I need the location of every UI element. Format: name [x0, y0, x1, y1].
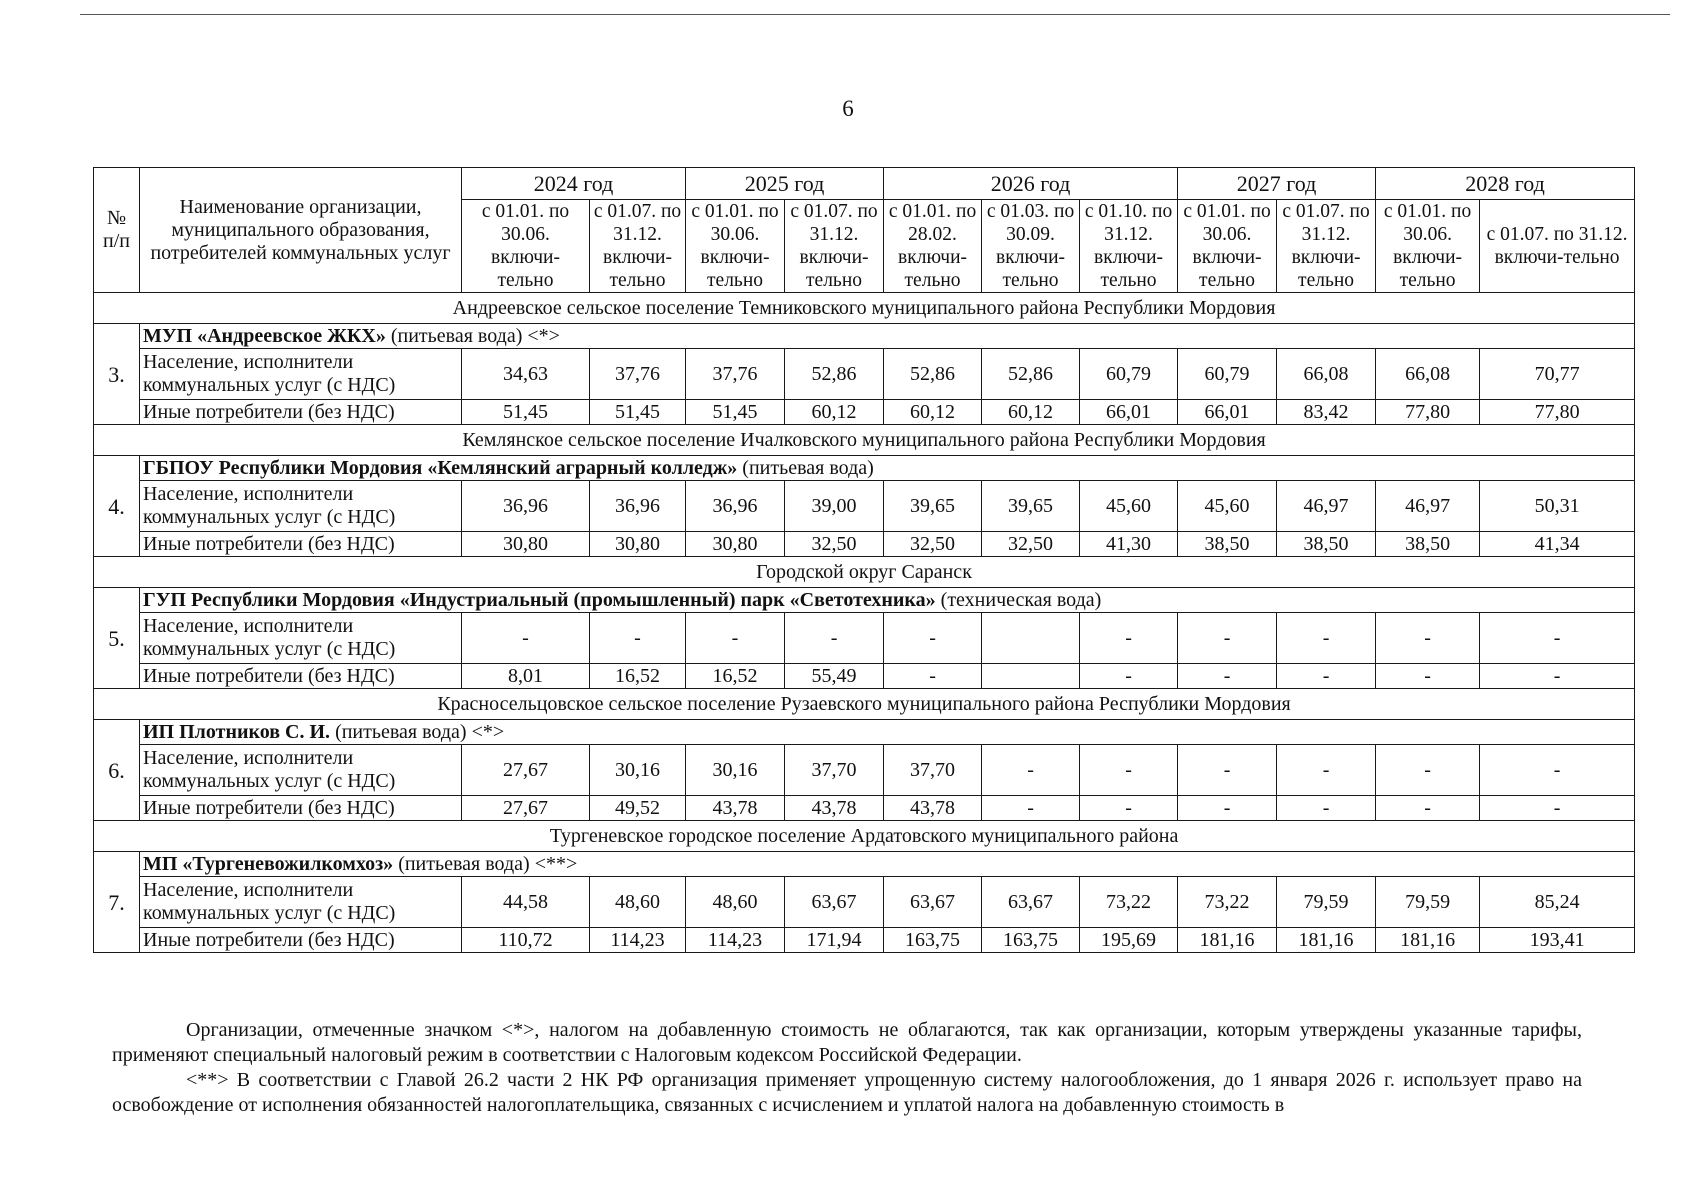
- org-name: МУП «Андреевское ЖКХ»: [143, 324, 386, 347]
- tariff-value: 83,42: [1277, 400, 1376, 425]
- tariff-value: 114,23: [686, 928, 785, 953]
- tariff-value: 51,45: [462, 400, 590, 425]
- region-row: [94, 821, 1635, 852]
- year-header: 2024 год: [462, 168, 686, 200]
- tariff-value: -: [1480, 664, 1635, 689]
- tariff-value: 66,01: [1080, 400, 1178, 425]
- year-header: 2027 год: [1178, 168, 1376, 200]
- region-row: [94, 293, 1635, 324]
- table-row: [94, 532, 1635, 557]
- org-row: [94, 324, 1635, 349]
- tariff-value: 16,52: [686, 664, 785, 689]
- region-name: Тургеневское городское поселение Ардатовского муниципального района: [94, 821, 1635, 852]
- tariff-value: -: [884, 613, 982, 664]
- tariff-value: 44,58: [462, 877, 590, 928]
- tariff-value: 181,16: [1277, 928, 1376, 953]
- org-note: (питьевая вода) <*>: [385, 324, 560, 347]
- tariff-value: 38,50: [1376, 532, 1480, 557]
- tariff-value: 37,76: [590, 349, 686, 400]
- consumer-category: Иные потребители (без НДС): [140, 532, 462, 557]
- tariff-value: 77,80: [1376, 400, 1480, 425]
- region-row: [94, 425, 1635, 456]
- tariff-value: 37,70: [785, 745, 884, 796]
- tariff-value: -: [1376, 745, 1480, 796]
- org-name: МП «Тургеневожилкомхоз»: [143, 852, 394, 875]
- consumer-category: Население, исполнители коммунальных услуг (с НДС): [140, 613, 462, 664]
- tariff-value: 30,80: [462, 532, 590, 557]
- consumer-category: Население, исполнители коммунальных услуг (с НДС): [140, 745, 462, 796]
- tariff-value: 66,01: [1178, 400, 1277, 425]
- footnote-vat-exempt: Организации, отмеченные значком <*>, налогом на добавленную стоимость не облагаются, так как организации, которым утверждены указанные тарифы, применяют специальный налоговый режим в соответствии с Налоговым кодексом Российской Федерации.: [112, 1019, 1582, 1066]
- org-row: [94, 720, 1635, 745]
- table-body: [94, 293, 1635, 953]
- tariff-value: 55,49: [785, 664, 884, 689]
- tariff-value: 30,16: [686, 745, 785, 796]
- page-number: 6: [842, 96, 854, 121]
- tariff-value: 37,76: [686, 349, 785, 400]
- year-header-row: [94, 168, 1635, 200]
- region-name: Кемлянское сельское поселение Ичалковского муниципального района Республики Мордовия: [94, 425, 1635, 456]
- tariff-value: -: [1277, 613, 1376, 664]
- tariff-value: 41,30: [1080, 532, 1178, 557]
- tariff-value: 51,45: [686, 400, 785, 425]
- org-name-cell: [140, 720, 1635, 745]
- tariff-value: 30,80: [686, 532, 785, 557]
- tariff-value: -: [982, 796, 1080, 821]
- tariff-value: 8,01: [462, 664, 590, 689]
- tariff-value: -: [1178, 664, 1277, 689]
- year-header: 2025 год: [686, 168, 884, 200]
- region-row: [94, 557, 1635, 588]
- tariff-value: 181,16: [1376, 928, 1480, 953]
- tariff-value: 66,08: [1376, 349, 1480, 400]
- tariff-value: -: [884, 664, 982, 689]
- org-row: [94, 588, 1635, 613]
- tariff-value: 73,22: [1178, 877, 1277, 928]
- period-header: с 01.07. по 31.12. включи-тельно: [785, 200, 884, 293]
- tariff-value: [982, 664, 1080, 689]
- tariff-value: 43,78: [686, 796, 785, 821]
- tariff-table: [93, 167, 1635, 953]
- tariff-value: 36,96: [686, 481, 785, 532]
- tariff-value: 60,12: [884, 400, 982, 425]
- tariff-value: -: [982, 745, 1080, 796]
- tariff-value: -: [1277, 796, 1376, 821]
- tariff-value: 70,77: [1480, 349, 1635, 400]
- tariff-value: 45,60: [1178, 481, 1277, 532]
- org-name-cell: [140, 456, 1635, 481]
- tariff-value: -: [1178, 745, 1277, 796]
- tariff-value: 37,70: [884, 745, 982, 796]
- table-row: [94, 928, 1635, 953]
- tariff-value: -: [1376, 796, 1480, 821]
- tariff-value: 163,75: [884, 928, 982, 953]
- tariff-value: 85,24: [1480, 877, 1635, 928]
- row-number: 7.: [94, 852, 140, 953]
- tariff-value: 27,67: [462, 745, 590, 796]
- period-header: с 01.01. по 30.06. включи-тельно: [1178, 200, 1277, 293]
- tariff-value: -: [1080, 796, 1178, 821]
- tariff-value: 46,97: [1376, 481, 1480, 532]
- year-header: 2026 год: [884, 168, 1178, 200]
- tariff-value: 73,22: [1080, 877, 1178, 928]
- tariff-value: -: [1480, 796, 1635, 821]
- table-row: [94, 613, 1635, 664]
- row-number: 4.: [94, 456, 140, 557]
- tariff-value: -: [686, 613, 785, 664]
- region-name: Городской округ Саранск: [94, 557, 1635, 588]
- tariff-value: 181,16: [1178, 928, 1277, 953]
- tariff-value: -: [1178, 613, 1277, 664]
- tariff-value: 193,41: [1480, 928, 1635, 953]
- tariff-value: 63,67: [785, 877, 884, 928]
- tariff-value: 66,08: [1277, 349, 1376, 400]
- tariff-value: 48,60: [590, 877, 686, 928]
- period-header: с 01.01. по 30.06. включи-тельно: [686, 200, 785, 293]
- tariff-value: 16,52: [590, 664, 686, 689]
- row-number: 3.: [94, 324, 140, 425]
- consumer-category: Население, исполнители коммунальных услуг (с НДС): [140, 481, 462, 532]
- tariff-value: 163,75: [982, 928, 1080, 953]
- tariff-value: -: [1480, 613, 1635, 664]
- org-name: ИП Плотников С. И.: [143, 720, 331, 743]
- tariff-value: -: [1376, 664, 1480, 689]
- consumer-category: Население, исполнители коммунальных услуг (с НДС): [140, 349, 462, 400]
- tariff-value: 110,72: [462, 928, 590, 953]
- tariff-value: 39,65: [884, 481, 982, 532]
- tariff-value: 50,31: [1480, 481, 1635, 532]
- tariff-value: 30,80: [590, 532, 686, 557]
- org-name-cell: [140, 588, 1635, 613]
- name-column-header: Наименование организации, муниципального образования, потребителей коммунальных услуг: [140, 168, 462, 293]
- tariff-value: 51,45: [590, 400, 686, 425]
- tariff-value: 32,50: [884, 532, 982, 557]
- tariff-value: 43,78: [785, 796, 884, 821]
- table-row: [94, 877, 1635, 928]
- org-note: (питьевая вода) <**>: [393, 852, 578, 875]
- tariff-value: 34,63: [462, 349, 590, 400]
- row-number: 5.: [94, 588, 140, 689]
- tariff-value: 48,60: [686, 877, 785, 928]
- tariff-value: 52,86: [785, 349, 884, 400]
- org-row: [94, 456, 1635, 481]
- num-column-header: № п/п: [94, 168, 140, 293]
- tariff-value: 49,52: [590, 796, 686, 821]
- org-name-cell: [140, 852, 1635, 877]
- tariff-value: 36,96: [590, 481, 686, 532]
- period-header: с 01.01. по 30.06. включи-тельно: [1376, 200, 1480, 293]
- table-row: [94, 349, 1635, 400]
- region-name: Андреевское сельское поселение Темниковского муниципального района Республики Мордовия: [94, 293, 1635, 324]
- tariff-value: 43,78: [884, 796, 982, 821]
- period-header: с 01.07. по 31.12. включи-тельно: [1277, 200, 1376, 293]
- tariff-value: 32,50: [982, 532, 1080, 557]
- tariff-value: 41,34: [1480, 532, 1635, 557]
- org-name: ГУП Республики Мордовия «Индустриальный (промышленный) парк «Светотехника»: [143, 588, 936, 611]
- tariff-value: -: [1080, 745, 1178, 796]
- tariff-value: 63,67: [982, 877, 1080, 928]
- tariff-value: 39,65: [982, 481, 1080, 532]
- region-row: [94, 689, 1635, 720]
- org-row: [94, 852, 1635, 877]
- region-name: Красносельцовское сельское поселение Рузаевского муниципального района Республики Мордовия: [94, 689, 1635, 720]
- org-name: ГБПОУ Республики Мордовия «Кемлянский аграрный колледж»: [143, 456, 738, 479]
- table-row: [94, 664, 1635, 689]
- footnote-simplified-tax: <**> В соответствии с Главой 26.2 части 2 НК РФ организация применяет упрощенную систему налогообложения, до 1 января 2026 г. использует право на освобождение от исполнения обязанностей налогоплательщика, связанных с исчислением и уплатой налога на добавленную стоимость в: [112, 1069, 1582, 1116]
- tariff-value: 171,94: [785, 928, 884, 953]
- tariff-value: 60,12: [785, 400, 884, 425]
- tariff-value: -: [785, 613, 884, 664]
- tariff-value: -: [1277, 745, 1376, 796]
- tariff-value: 60,12: [982, 400, 1080, 425]
- period-header: с 01.07. по 31.12. включи-тельно: [1480, 200, 1635, 293]
- tariff-value: -: [1080, 613, 1178, 664]
- org-note: (питьевая вода) <*>: [330, 720, 505, 743]
- tariff-value: 27,67: [462, 796, 590, 821]
- consumer-category: Иные потребители (без НДС): [140, 664, 462, 689]
- period-header: с 01.01. по 30.06. включи-тельно: [462, 200, 590, 293]
- period-header: с 01.07. по 31.12. включи-тельно: [590, 200, 686, 293]
- year-header: 2028 год: [1376, 168, 1635, 200]
- tariff-value: 30,16: [590, 745, 686, 796]
- tariff-value: -: [1277, 664, 1376, 689]
- tariff-value: -: [590, 613, 686, 664]
- tariff-value: -: [1480, 745, 1635, 796]
- tariff-value: 39,00: [785, 481, 884, 532]
- tariff-value: 38,50: [1178, 532, 1277, 557]
- consumer-category: Иные потребители (без НДС): [140, 928, 462, 953]
- tariff-value: 32,50: [785, 532, 884, 557]
- tariff-value: 52,86: [884, 349, 982, 400]
- table-row: [94, 796, 1635, 821]
- consumer-category: Население, исполнители коммунальных услуг (с НДС): [140, 877, 462, 928]
- org-note: (техническая вода): [935, 588, 1102, 611]
- tariff-value: 79,59: [1376, 877, 1480, 928]
- tariff-value: -: [1080, 664, 1178, 689]
- tariff-value: 195,69: [1080, 928, 1178, 953]
- tariff-value: 77,80: [1480, 400, 1635, 425]
- period-header: с 01.01. по 28.02. включи-тельно: [884, 200, 982, 293]
- tariff-value: 63,67: [884, 877, 982, 928]
- tariff-value: -: [1178, 796, 1277, 821]
- period-header: с 01.03. по 30.09. включи-тельно: [982, 200, 1080, 293]
- tariff-value: -: [1376, 613, 1480, 664]
- tariff-value: -: [462, 613, 590, 664]
- org-note: (питьевая вода): [737, 456, 874, 479]
- top-rule: [80, 14, 1670, 15]
- consumer-category: Иные потребители (без НДС): [140, 796, 462, 821]
- consumer-category: Иные потребители (без НДС): [140, 400, 462, 425]
- tariff-value: 46,97: [1277, 481, 1376, 532]
- table-row: [94, 400, 1635, 425]
- tariff-value: 114,23: [590, 928, 686, 953]
- tariff-value: 38,50: [1277, 532, 1376, 557]
- tariff-value: 60,79: [1178, 349, 1277, 400]
- table-row: [94, 481, 1635, 532]
- tariff-value: 45,60: [1080, 481, 1178, 532]
- row-number: 6.: [94, 720, 140, 821]
- tariff-value: [982, 613, 1080, 664]
- tariff-value: 79,59: [1277, 877, 1376, 928]
- footnotes: [112, 1018, 1582, 1118]
- tariff-value: 52,86: [982, 349, 1080, 400]
- tariff-value: 60,79: [1080, 349, 1178, 400]
- org-name-cell: [140, 324, 1635, 349]
- tariff-value: 36,96: [462, 481, 590, 532]
- period-header: с 01.10. по 31.12. включи-тельно: [1080, 200, 1178, 293]
- table-row: [94, 745, 1635, 796]
